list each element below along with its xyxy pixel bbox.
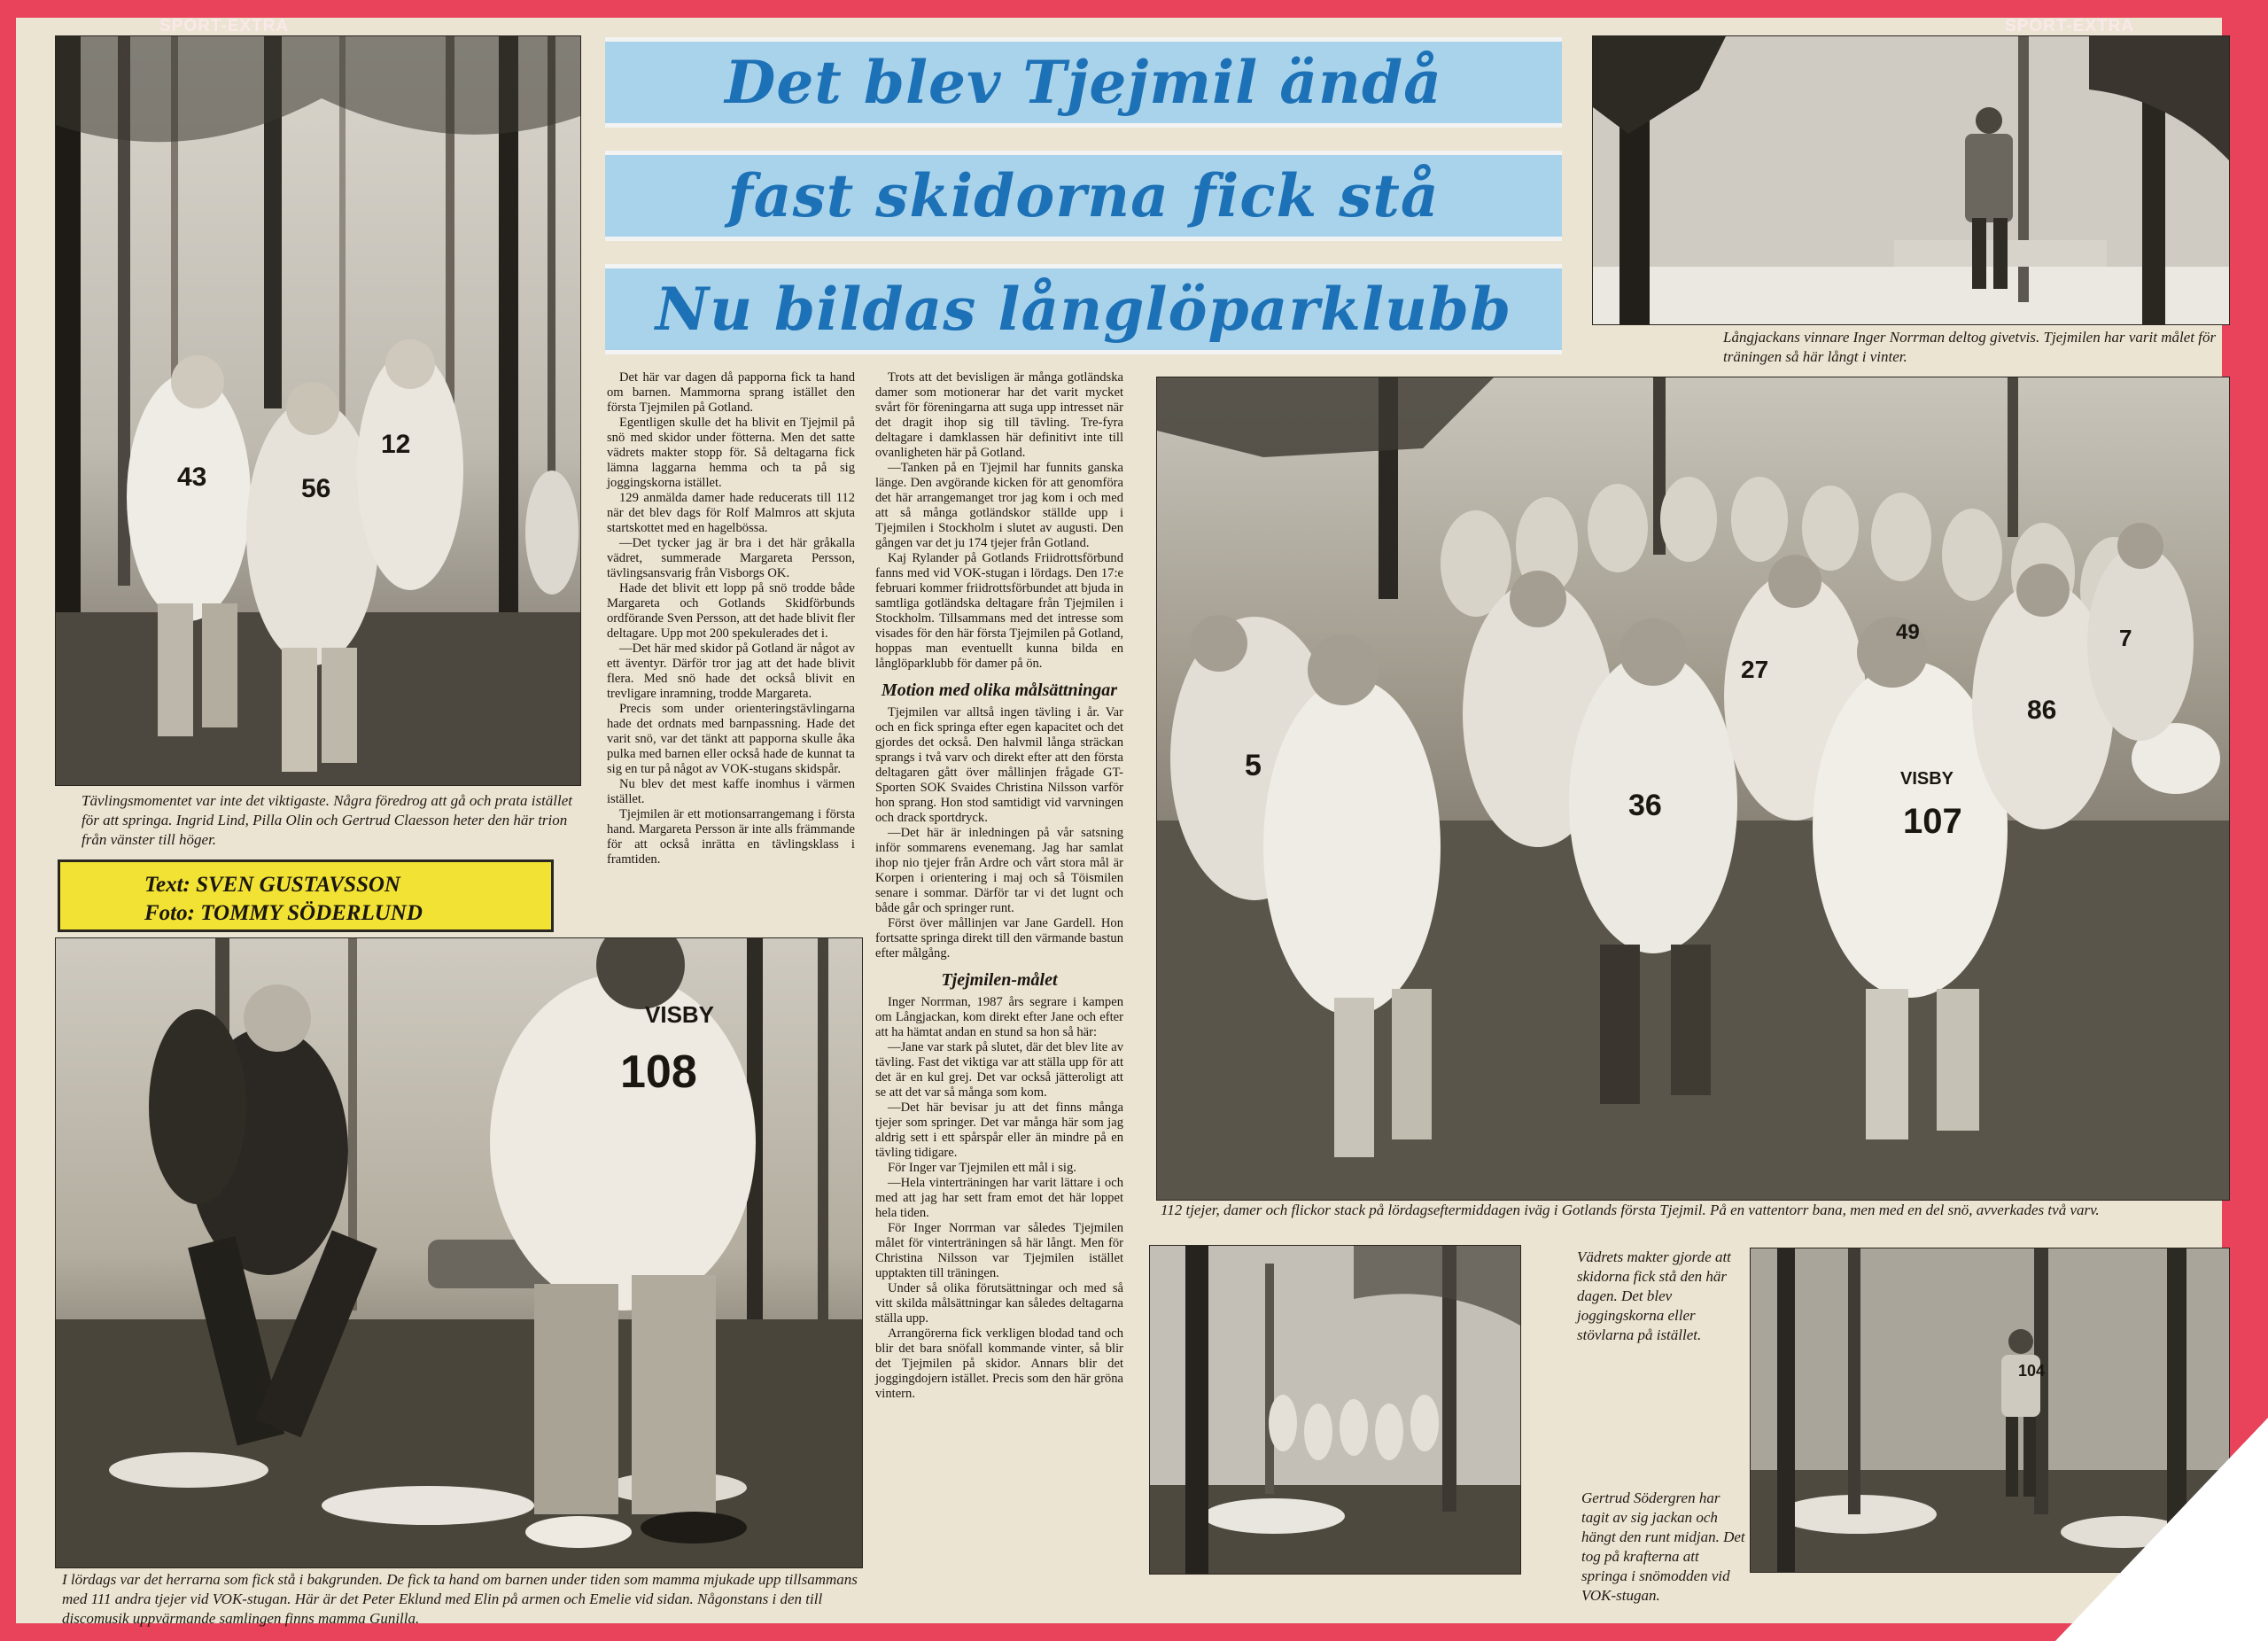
caption-inger-norrman: Långjackans vinnare Inger Norrman deltog givetvis. Tjejmilen har varit målet för träningen så här långt i vinter. (1723, 329, 2217, 365)
photo-inger-norrman (1592, 35, 2230, 325)
bib-36: 36 (1628, 789, 1662, 822)
bib-107: 107 (1903, 802, 1962, 841)
section-tab-left: SPORT-EXTRA (159, 17, 290, 35)
bib-49: 49 (1896, 620, 1920, 644)
photo-walking-trio (55, 35, 581, 786)
bib-86: 86 (2027, 696, 2057, 725)
photo-runners-distance (1149, 1245, 1521, 1575)
caption-walking-trio: Tävlingsmomentet var inte det viktigaste. Några föredrog att gå och prata istället för att springa. Ingrid Lind, Pilla Olin och Gertrud Claesson heter den här trion från vänster till höger. (82, 792, 573, 848)
subhead-tjejmilen-malet: Tjejmilen-målet (941, 970, 1058, 990)
bib-sponsor-107: VISBY (1900, 769, 1954, 789)
folded-corner (2055, 1418, 2268, 1641)
bib-sponsor-108: VISBY (645, 1001, 715, 1028)
article-column-1: Det här var dagen då papporna fick ta hand om barnen. Mammorna sprang istället den första Tjejmilen på Gotland. Egentligen skulle det ha blivit en Tjejmil på snö med skidor under fötterna. Men det satte vädrets makter stopp för. Så deltagarna fick lämna laggarna hemma och ta på sig joggingskorna istället. 129 anmälda damer hade reducerats till 112 när det blev dags för Rolf Malmros att skjuta startskottet med en hagelbössa. —Det tycker jag är bra i det här gråkalla vädret, summerade Margareta Persson, tävlingsansvarig från Visborgs OK. Hade det blivit ett lopp på snö trodde både Margareta och Gotlands Skidförbunds ordförande Sven Persson, att det hade blivit fler deltagare. Upp mot 200 spekulerades det i. —Det här med skidor på Gotland är något av ett äventyr. Därför tror jag att det hade blivit flera. Med snö hade det också blivit en trevligare inramning, trodde Margareta. Precis som under orienteringstävlingarna hade det ordnats med barnpassning. Hade det varit snö, var det tänkt att papporna skulle åka pulka med barnen eller också hade de kunnat ta sig en tur på något av VOK-stugans skidspår. Nu blev det mest kaffe inomhus i värmen istället. Tjejmilen är ett motionsarrangemang i första hand. Margareta Persson är inte alls främmande för att också inrätta en tävlingsklass i framtiden. (607, 370, 855, 867)
caption-weather: Vädrets makter gjorde att skidorna fick stå den här dagen. Det blev joggingskorna eller stövlarna på istället. (1577, 1248, 1731, 1343)
bib-5: 5 (1245, 749, 1262, 782)
headline-line-3: Nu bildas långlöparklubb (605, 264, 1562, 354)
caption-gertrud-sodergren: Gertrud Södergren har tagit av sig jackan och hängt den runt midjan. Det tog på krafterna att springa i snömodden vid VOK-stugan. (1581, 1489, 1745, 1604)
bib-56: 56 (301, 474, 331, 503)
article-column-2: Trots att det bevisligen är många gotländska damer som motionerar har det varit mycket svårt för föreningarna att suga upp intresset när det dragit ihop sig till tävling. Tre-fyra deltagare i damklassen här definitivt inte till ovanligheten här på Gotland. —Tanken på en Tjejmil har funnits ganska länge. Den avgörande kicken för att genomföra det här arrangemanget tror jag kom i och med att så många gotländskor ställde upp i Tjejmilen i Stockholm i slutet av augusti. Den gången var det ju 174 tjejer från Gotland. Kaj Rylander på Gotlands Friidrottsförbund fanns med vid VOK-stugan i lördags. Den 17:e februari kommer friidrottsförbundet att bjuda in samtliga gotländska deltagare från Tjejmilen i Stockholm. Tillsammans med det intresse som visades för den här första Tjejmilen på Gotland, hoppas man eventuellt kunna bilda en långlöparklubb för damer på ön. Motion med olika målsättningar Tjejmilen var alltså ingen tävling i år. Var och en fick springa efter egen kapacitet och det gjordes det också. Den halvmil långa sträckan sprangs i två varv och direkt efter att den första deltagaren gått över mållinjen frågade GT-Sporten SOK Svaides Christina Nilsson varför hon sprang. Hon stod samtidigt vid varvningen och drack sportdryck. —Det här är inledningen på vår satsning inför sommarens evenemang. Jag har samlat ihop nio tjejer från Ardre och vårt stora mål är Korpen i orientering i maj och så Töismilen senare i sommar. Därför tar vi det lugnt och både går och springer runt. Först över mållinjen var Jane Gardell. Hon fortsatte springa direkt till den värmande bastun efter målgång. Tjejmilen-målet Inger Norrman, 1987 års segrare i kampen om Långjackan, kom direkt efter Jane och efter att ha hämtat andan en stund sa hon så här: —Jane var stark på slutet, där det blev lite av tävling. Fast det viktiga var att ställa upp för att det är en kul grej. Det var också jätteroligt att se att det var så många som kom. —Det här bevisar ju att det finns många tjejer som springer. Det var många här som jag aldrig sett i ett spårspår eller än mindre på en tävling tidigare. För Inger var Tjejmilen ett mål i sig. —Hela vinterträningen har varit lättare i och med att jag har sett fram emot det här loppet hela tiden. För Inger Norrman var således Tjejmilen målet för vinterträningen så här långt. Men för Christina Nilsson var Tjejmilen istället upptakten till träningen. Under så olika förutsättningar och med så vitt skilda målsättningar kan således deltagarna ställa upp. Arrangörerna fick verkligen blodad tand och blir det bara snöfall kommande vinter, så blir det Tjejmilen på skidor. Annars blir det joggingdojern istället. Precis som den här gröna vintern. (875, 370, 1123, 1401)
bib-104: 104 (2018, 1362, 2046, 1380)
photo-runners-start (1156, 377, 2230, 1201)
bib-27: 27 (1741, 656, 1769, 683)
bib-43: 43 (177, 463, 207, 492)
bib-7: 7 (2119, 625, 2132, 651)
subhead-motion: Motion med olika målsättningar (881, 681, 1118, 700)
headline-line-1: Det blev Tjejmil ändå (605, 37, 1562, 128)
caption-runners-start: 112 tjejer, damer och flickor stack på lördagseftermiddagen iväg i Gotlands första Tjejmil. På en vattentorr bana, men med en del snö, avverkades två varv. (1161, 1202, 2100, 1218)
credit-photo: Foto: TOMMY SÖDERLUND (144, 901, 423, 925)
bib-12: 12 (381, 430, 411, 459)
section-tab-right: SPORT-EXTRA (2005, 17, 2135, 35)
credit-text: Text: SVEN GUSTAVSSON (144, 873, 400, 897)
photo-fathers-with-children (55, 937, 863, 1568)
credit-box (58, 859, 554, 932)
bib-108: 108 (620, 1046, 697, 1098)
headline-line-2: fast skidorna fick stå (605, 151, 1562, 241)
caption-fathers-with-children: I lördags var det herrarna som fick stå i bakgrunden. De fick ta hand om barnen under tiden som mamma mjukade upp tillsammans med 111 andra tjejer vid VOK-stugan. Här är det Peter Eklund med Elin på armen och Emelie vid sidan. Någonstans i den till discomusik uppvärmande samlingen finns mamma Gunilla. (62, 1571, 858, 1627)
